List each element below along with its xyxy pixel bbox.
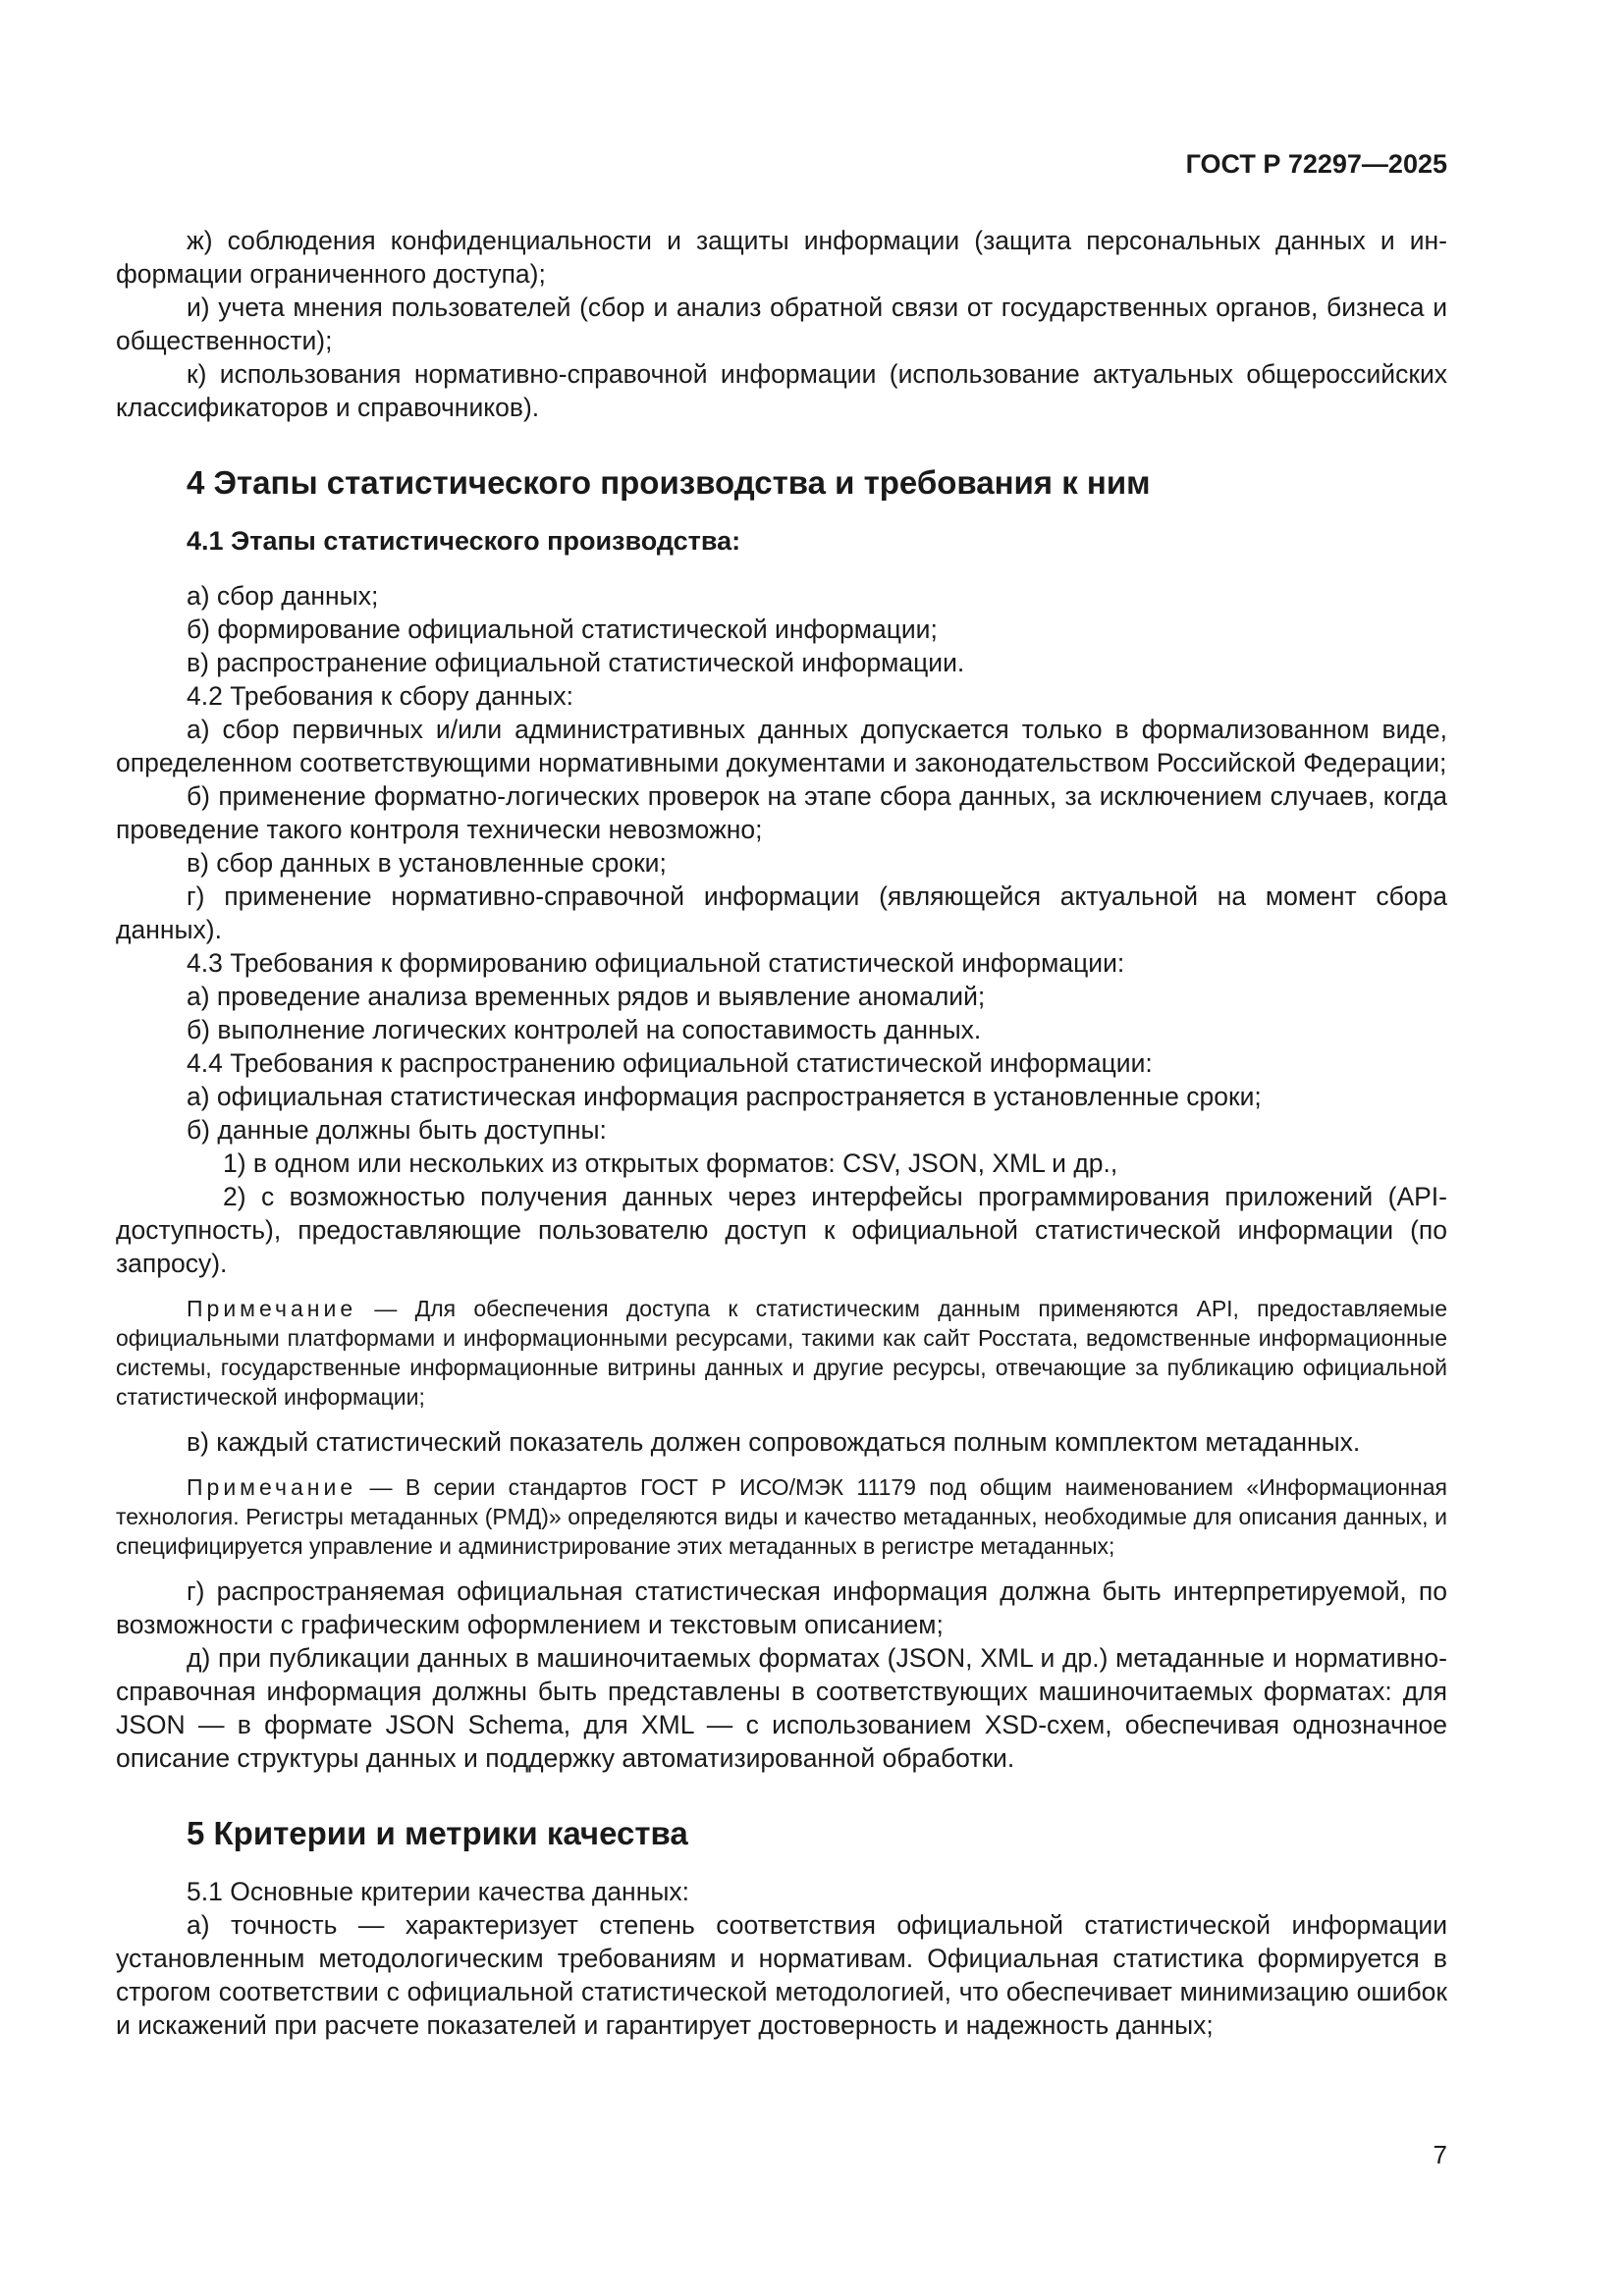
section-4-heading: 4 Этапы статистического производства и требования к ним [187, 464, 1151, 501]
subsection-4-3: 4.3 Требования к формированию официальной статистической информации: [187, 948, 1125, 978]
document-code: ГОСТ Р 72297—2025 [1185, 149, 1447, 179]
list-item: к) использования нормативно-справочной информации (использование актуальных общероссийских классификаторов и справочников). [116, 359, 1447, 422]
list-item: б) формирование официальной статистической информации; [187, 614, 938, 644]
subsection-4-1-heading: 4.1 Этапы статистического производства: [187, 526, 741, 556]
list-item: г) применение нормативно-справочной информации (являющейся актуальной на момент сбора данных). [116, 881, 1447, 944]
note-label: Примечание [187, 1474, 357, 1500]
page-number: 7 [1433, 2140, 1447, 2169]
note-label: Примечание [187, 1296, 357, 1321]
list-item: а) сбор данных; [187, 581, 379, 611]
list-item: а) проведение анализа временных рядов и выявление аномалий; [187, 982, 986, 1011]
list-item: б) данные должны быть доступны: [187, 1115, 607, 1145]
section-5-heading: 5 Критерии и метрики качества [187, 1815, 688, 1851]
list-item: в) сбор данных в установленные сроки; [187, 848, 667, 878]
list-item: ж) соблюдения конфиденциальности и защиты информации (защита персональных данных и информации ограниченного доступа); [116, 226, 1447, 289]
note-text: — Для обеспечения доступа к статистическим данным применяются API, предоставляемые официальными платформами и информационными ресурсами, такими как сайт Росстата, ведомственные информационные системы, государственные информационные витрины данных и другие ресурсы, отвечающие за публикацию официальной статистической информации; [116, 1296, 1447, 1410]
note-text: — В серии стандартов ГОСТ Р ИСО/МЭК 11179 под общим наименованием «Информационная технология. Регистры метаданных (РМД)» определяются виды и качество метаданных, необходимые для описания данных, и специфицируется управление и администрирование этих метаданных в регистре метаданных; [116, 1474, 1447, 1559]
list-item: б) выполнение логических контролей на сопоставимость данных. [187, 1015, 982, 1044]
list-item: и) учета мнения пользователей (сбор и анализ обратной связи от государственных органов, бизнеса и общественности); [116, 293, 1447, 355]
sub-list-item: 1) в одном или нескольких из открытых форматов: CSV, JSON, XML и др., [223, 1148, 1118, 1178]
subsection-4-2: 4.2 Требования к сбору данных: [187, 681, 573, 711]
note-1 [116, 1294, 1447, 1412]
list-item: а) точность — характеризует степень соответствия официальной статистической информации установленным методологическим требованиям и нормативам. Официальная статистика формируется в строгом соответствии с официальной статистической методологией, что обеспечивает минимизацию ошибок и искажений при расчете показателей и гарантирует достоверность и надежность данных; [116, 1910, 1447, 2040]
list-item: а) сбор первичных и/или административных данных допускается только в формализованном виде, определенном соответствующими нормативными документами и законодательством Российской Федерации; [116, 715, 1447, 777]
list-item: г) распространяемая официальная статистическая информация должна быть интерпретируемой, по возможности с графическим оформлением и текстовым описанием; [116, 1576, 1447, 1639]
note-2 [116, 1472, 1447, 1561]
list-item: а) официальная статистическая информация распространяется в установленные сроки; [187, 1082, 1262, 1111]
page-content [116, 224, 1447, 2042]
subsection-4-4: 4.4 Требования к распространению официальной статистической информации: [187, 1048, 1153, 1078]
subsection-5-1: 5.1 Основные критерии качества данных: [187, 1877, 689, 1906]
list-item: б) применение форматно-логических проверок на этапе сбора данных, за исключением случаев, когда проведение такого контроля технически невозможно; [116, 781, 1447, 844]
list-item: в) распространение официальной статистической информации. [187, 648, 965, 677]
sub-list-item: 2) с возможностью получения данных через интерфейсы программирования приложений (API-доступность), предоставляющие пользователю доступ к официальной статистической информации (по запросу). [116, 1182, 1447, 1278]
list-item: в) каждый статистический показатель должен сопровождаться полным комплектом метаданных. [187, 1427, 1361, 1457]
list-item: д) при публикации данных в машиночитаемых форматах (JSON, XML и др.) метаданные и нормативно-справочная информация должны быть представлены в соответствующих машиночитаемых форматах: для JSON — в формате JSON Schema, для XML — с использованием XSD-схем, обеспечивая однозначное описание структуры данных и поддержку автоматизированной обработки. [116, 1643, 1447, 1773]
